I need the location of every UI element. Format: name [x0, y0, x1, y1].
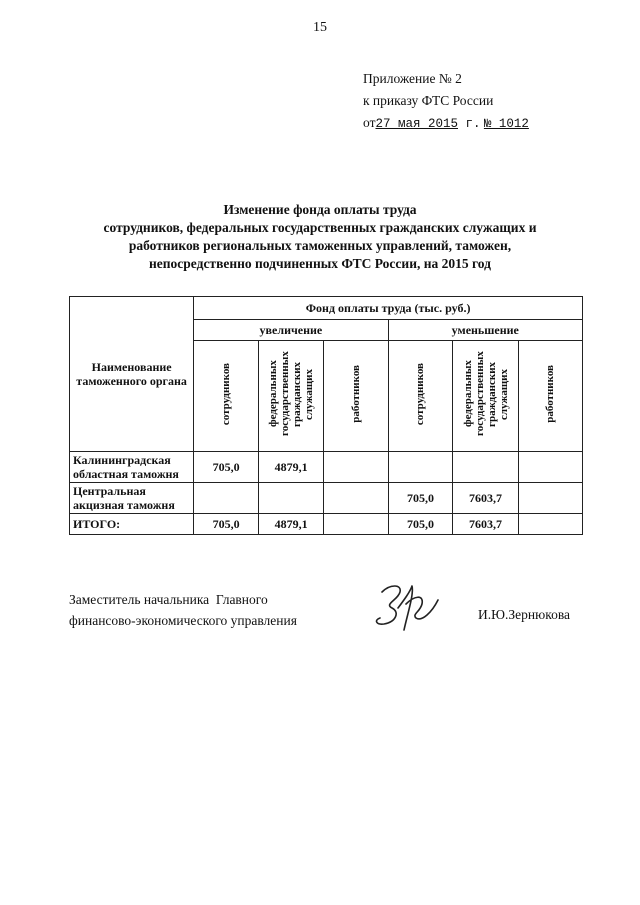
subheader-dec-workers [518, 341, 582, 452]
table-cell: 705,0 [388, 483, 453, 514]
title-line2: сотрудников, федеральных государственных гражданских служащих и [103, 220, 537, 235]
title-line4: непосредственно подчиненных ФТС России, на 2015 год [149, 256, 491, 271]
table-cell [194, 483, 259, 514]
appendix-block [363, 68, 529, 135]
appendix-line2: к приказу ФТС России [363, 93, 494, 108]
signer-name: И.Ю.Зернюкова [478, 607, 571, 622]
table-cell [518, 483, 582, 514]
appendix-date-line [363, 112, 529, 135]
table-cell [258, 483, 323, 514]
title-line3: работников региональных таможенных управлений, таможен, [128, 238, 512, 253]
column-header-name: Наименование таможенного органа [70, 297, 194, 452]
appendix-date: 27 мая 2015 [375, 117, 458, 131]
subheader-text: федеральных государственных гражданских служащих [267, 351, 316, 437]
signer-position [69, 589, 297, 631]
table-cell: 705,0 [194, 452, 259, 483]
column-header-increase: увеличение [194, 320, 388, 341]
table-cell [324, 452, 388, 483]
total-cell: 705,0 [388, 514, 453, 535]
subheader-text: федеральных государственных гражданских служащих [461, 351, 510, 437]
appendix-order-number: № 1012 [483, 117, 529, 131]
subheader-text: сотрудников [220, 362, 233, 426]
table-cell [324, 483, 388, 514]
total-row [70, 514, 583, 535]
table-row [70, 483, 583, 514]
column-header-decrease: уменьшение [388, 320, 582, 341]
table-cell [388, 452, 453, 483]
table-row [70, 452, 583, 483]
row-name: Центральная акцизная таможня [70, 483, 194, 514]
row-name: Калининградская областная таможня [70, 452, 194, 483]
total-cell [518, 514, 582, 535]
subheader-text: работников [544, 365, 557, 423]
payroll-fund-table [69, 296, 583, 535]
subheader-dec-civil-servants [453, 341, 518, 452]
signer-line1: Заместитель начальника Главного [69, 592, 268, 607]
subheader-inc-workers [324, 341, 388, 452]
total-cell: 705,0 [194, 514, 259, 535]
page-number: 15 [313, 20, 327, 35]
table-cell [518, 452, 582, 483]
subheader-text: работников [349, 365, 362, 423]
total-cell: 7603,7 [453, 514, 518, 535]
table-cell: 4879,1 [258, 452, 323, 483]
table-cell: 7603,7 [453, 483, 518, 514]
signer-line2: финансово-экономического управления [69, 613, 297, 628]
title-line1: Изменение фонда оплаты труда [223, 202, 417, 217]
appendix-line1: Приложение № 2 [363, 71, 462, 86]
total-cell: 4879,1 [258, 514, 323, 535]
appendix-from-prefix: от [363, 115, 376, 130]
document-title [60, 201, 580, 273]
total-cell [324, 514, 388, 535]
total-label: ИТОГО: [70, 514, 194, 535]
column-header-fund: Фонд оплаты труда (тыс. руб.) [194, 297, 583, 320]
handwritten-signature [368, 578, 448, 634]
subheader-text: сотрудников [414, 362, 427, 426]
subheader-dec-employees [388, 341, 453, 452]
appendix-year-suffix: г. [458, 117, 481, 131]
table-cell [453, 452, 518, 483]
subheader-inc-employees [194, 341, 259, 452]
subheader-inc-civil-servants [258, 341, 323, 452]
